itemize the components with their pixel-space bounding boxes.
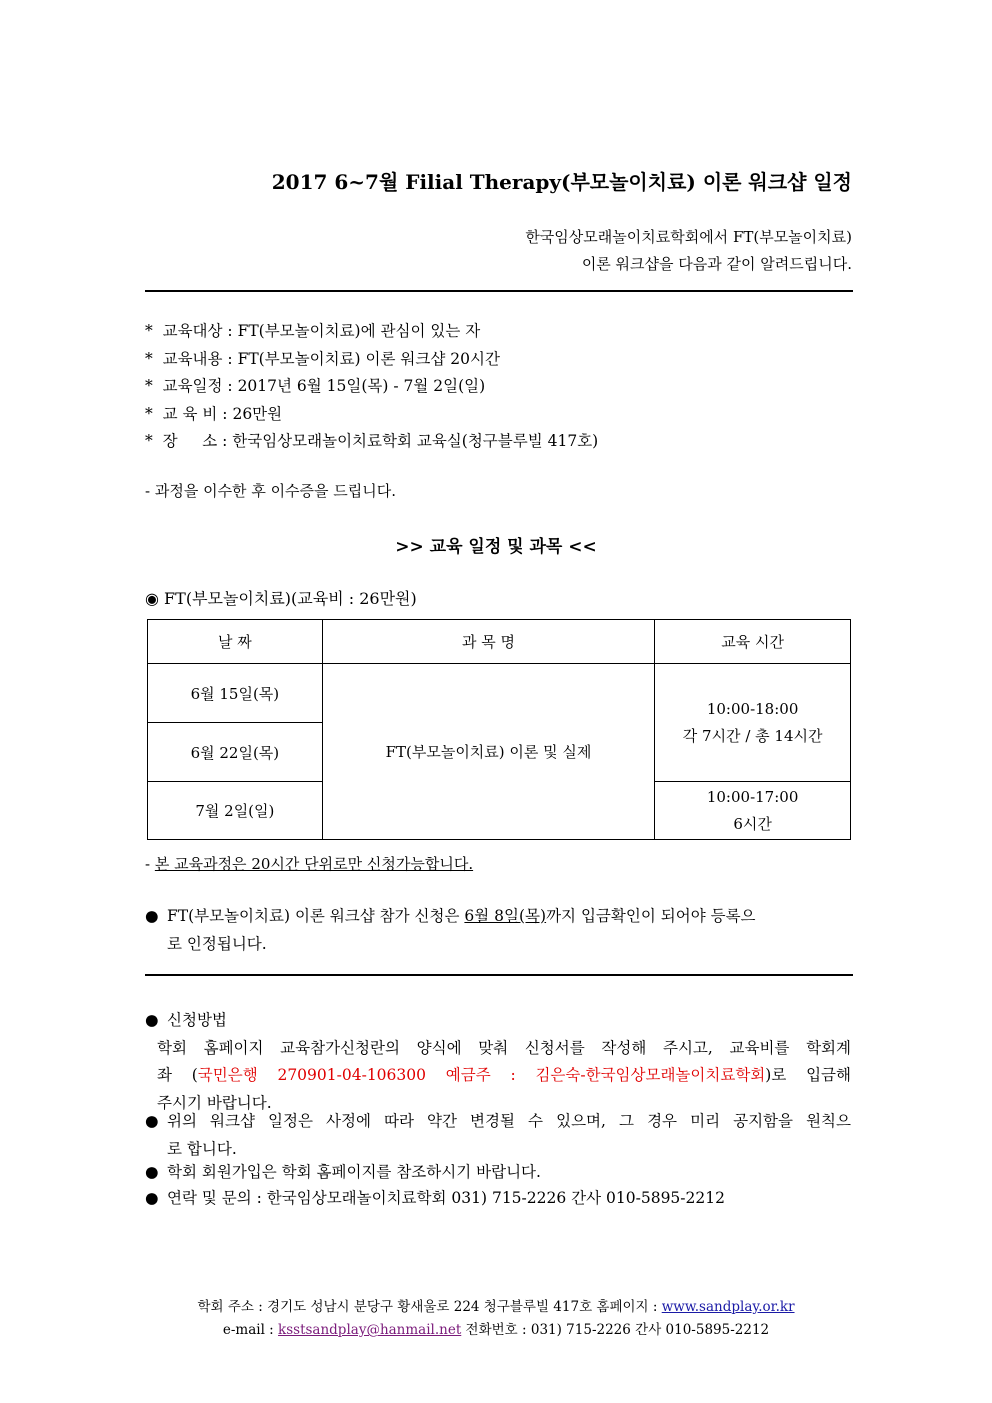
info-list xyxy=(145,318,598,456)
membership-bullet xyxy=(145,1159,851,1187)
intro-text xyxy=(525,224,852,278)
bank-account: 국민은행 270901-04-106300 예금주 : 김은숙-한국임상모래놀이치료학회 xyxy=(197,1066,766,1084)
footer-phone: 전화번호 : 031) 715-2226 간사 010-5895-2212 xyxy=(461,1322,770,1338)
apply-line-2-post: )로 입금해 xyxy=(765,1066,851,1084)
date-cell: 6월 22일(목) xyxy=(148,723,323,782)
time-2-hours: 10:00-17:00 xyxy=(706,787,799,806)
unit-note xyxy=(145,853,473,874)
apply-line-3: 주시기 바랍니다. xyxy=(157,1093,272,1112)
divider-top xyxy=(145,290,853,292)
notice-text xyxy=(167,1108,851,1163)
apply-body xyxy=(157,1035,851,1118)
table-row xyxy=(148,664,851,723)
footer-contact xyxy=(0,1318,992,1338)
info-content: * 교육내용 : FT(부모놀이치료) 이론 워크샵 20시간 xyxy=(145,349,500,368)
bullet-dot-icon: ● xyxy=(145,1011,159,1029)
footer-address-text: 학회 주소 : 경기도 성남시 분당구 황새울로 224 청구블루빌 417호 홈페이지 : xyxy=(197,1299,662,1315)
notice-line-1: 위의 워크샵 일정은 사정에 따라 약간 변경될 수 있으며, 그 경우 미리 공지함을 원칙으 xyxy=(167,1112,851,1130)
time-cell-2 xyxy=(655,782,851,840)
unit-note-dash: - xyxy=(145,855,155,873)
bullet-dot-icon: ● xyxy=(145,1189,159,1207)
apply-block xyxy=(167,1007,851,1035)
deadline-date: 6월 8일(목) xyxy=(464,907,547,925)
email-label: e-mail : xyxy=(222,1322,279,1338)
apply-line-2-pre: 좌 ( xyxy=(157,1066,198,1084)
header-date: 날 짜 xyxy=(148,620,323,664)
table-title: ◉ FT(부모놀이치료)(교육비 : 26만원) xyxy=(145,589,417,608)
email-link[interactable]: ksstsandplay@hanmail.net xyxy=(278,1322,462,1338)
intro-line-2: 이론 워크샵을 다음과 같이 알려드립니다. xyxy=(581,255,852,273)
info-location: * 장 소 : 한국임상모래놀이치료학회 교육실(청구블루빌 417호) xyxy=(145,432,599,450)
footer-address xyxy=(0,1295,992,1315)
info-target: * 교육대상 : FT(부모놀이치료)에 관심이 있는 자 xyxy=(145,322,481,340)
deadline-part-1: FT(부모놀이치료) 이론 워크샵 참가 신청은 xyxy=(167,907,465,925)
time-1-total: 각 7시간 / 총 14시간 xyxy=(682,726,823,745)
page-title: 2017 6~7월 Filial Therapy(부모놀이치료) 이론 워크샵 일정 xyxy=(271,170,852,194)
apply-line-1: 학회 홈페이지 교육참가신청란의 양식에 맞춰 신청서를 작성해 주시고, 교육비를 학회계 xyxy=(157,1038,851,1057)
info-schedule: * 교육일정 : 2017년 6월 15일(목) - 7월 2일(일) xyxy=(145,377,486,395)
time-1-hours: 10:00-18:00 xyxy=(706,699,799,718)
info-fee: * 교 육 비 : 26만원 xyxy=(145,404,283,423)
notice-bullet xyxy=(145,1108,851,1164)
contact-text: 연락 및 문의 : 한국임상모래놀이치료학회 031) 715-2226 간사 010-5895-2212 xyxy=(167,1189,725,1207)
table-header-row xyxy=(148,620,851,664)
deadline-line-2: 로 인정됩니다. xyxy=(167,934,267,953)
intro-line-1: 한국임상모래놀이치료학회에서 FT(부모놀이치료) xyxy=(525,228,852,246)
header-subject: 과 목 명 xyxy=(322,620,655,664)
unit-note-text: 본 교육과정은 20시간 단위로만 신청가능합니다. xyxy=(154,855,474,873)
homepage-link[interactable]: www.sandplay.or.kr xyxy=(661,1299,795,1315)
schedule-table xyxy=(147,619,851,840)
date-cell: 7월 2일(일) xyxy=(148,782,323,840)
completion-note: - 과정을 이수한 후 이수증을 드립니다. xyxy=(145,482,397,500)
apply-line-2 xyxy=(157,1062,851,1090)
deadline-text xyxy=(167,903,851,958)
divider-bottom xyxy=(145,974,853,976)
deadline-bullet xyxy=(145,903,851,959)
apply-bullet xyxy=(145,1007,851,1117)
notice-line-2: 로 합니다. xyxy=(167,1139,237,1158)
membership-text: 학회 회원가입은 학회 홈페이지를 참조하시기 바랍니다. xyxy=(167,1163,541,1181)
bullet-dot-icon: ● xyxy=(145,1112,159,1130)
apply-heading: 신청방법 xyxy=(167,1011,227,1029)
deadline-part-3: 까지 입금확인이 되어야 등록으 xyxy=(546,907,756,925)
time-cell-1 xyxy=(655,664,851,782)
contact-bullet xyxy=(145,1185,851,1213)
date-cell: 6월 15일(목) xyxy=(148,664,323,723)
time-2-total: 6시간 xyxy=(733,814,772,833)
subject-cell: FT(부모놀이치료) 이론 및 실제 xyxy=(322,664,655,840)
bullet-dot-icon: ● xyxy=(145,907,159,925)
bullet-dot-icon: ● xyxy=(145,1163,159,1181)
section-title: >> 교육 일정 및 과목 << xyxy=(395,537,597,557)
header-time: 교육 시간 xyxy=(655,620,851,664)
